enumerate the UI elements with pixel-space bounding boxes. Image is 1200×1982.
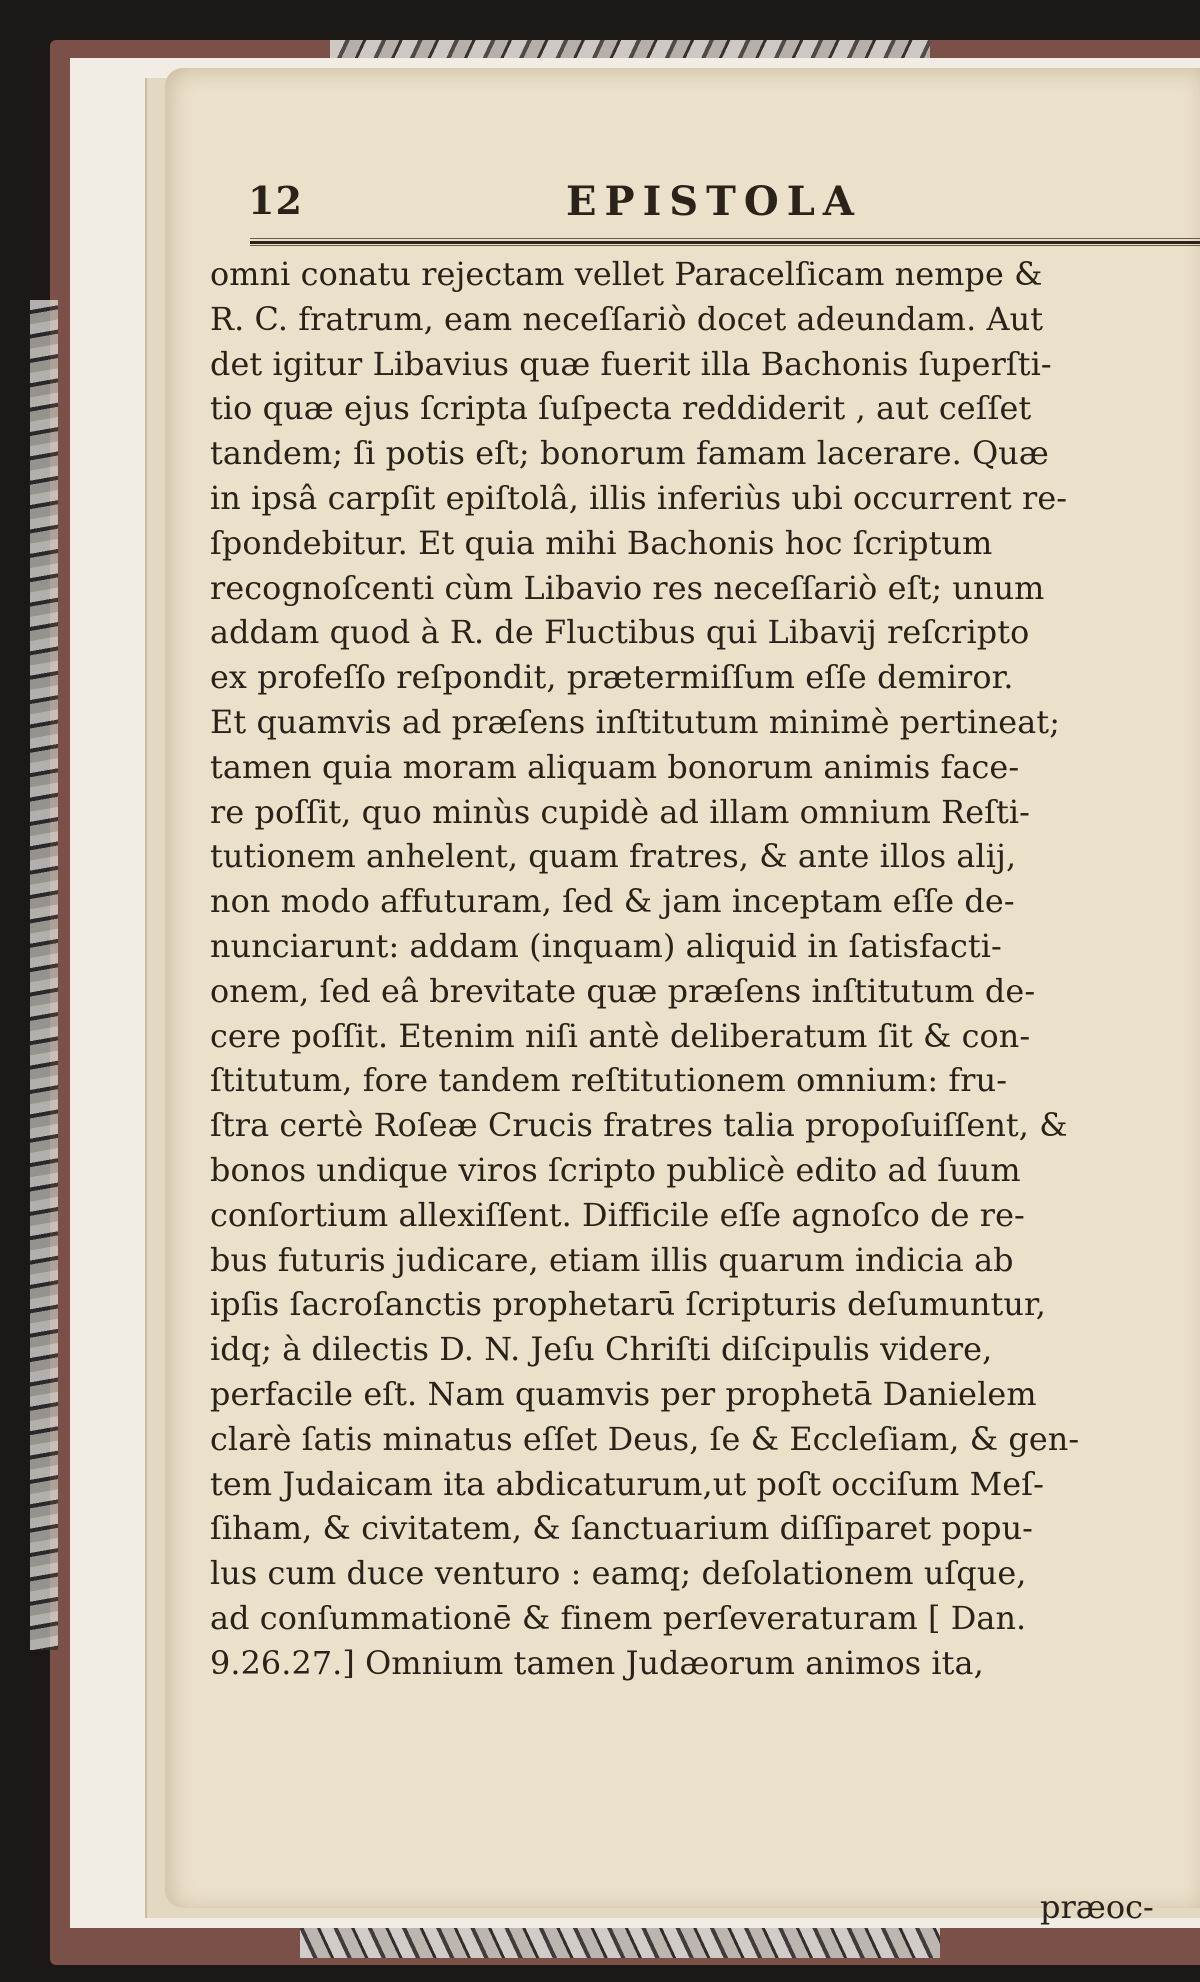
- text-line: conſortium allexiſſent. Difficile eſſe agnoſco de re-: [210, 1195, 1025, 1234]
- page-number: 12: [248, 178, 303, 223]
- running-head: [240, 178, 1200, 228]
- text-line: R. C. fratrum, eam neceſſariò docet adeundam. Aut: [210, 299, 1044, 338]
- text-line: lus cum duce venturo : eamq; deſolationem uſque,: [210, 1554, 1027, 1593]
- text-line: ſtitutum, fore tandem reſtitutionem omnium: fru-: [210, 1061, 1008, 1100]
- text-line: omni conatu rejectam vellet Paracelſicam nempe &: [210, 255, 1043, 293]
- marbled-board-left: [30, 300, 58, 1650]
- text-line: tem Judaicam ita abdicaturum,ut poſt occiſum Meſ-: [210, 1464, 1044, 1503]
- text-line: cere poſſit. Etenim niſi antè deliberatum ſit & con-: [210, 1016, 1031, 1055]
- text-line: idq; à dilectis D. N. Jeſu Chriſti diſcipulis videre,: [210, 1330, 993, 1369]
- text-line: ad conſummationē & finem perſeveraturam [ Dan.: [210, 1598, 1027, 1637]
- text-line: ipſis ſacroſanctis prophetarū ſcripturis deſumuntur,: [210, 1285, 1046, 1324]
- text-line: clarè ſatis minatus eſſet Deus, ſe & Eccleſiam, & gen-: [210, 1419, 1080, 1458]
- text-line: tio quæ ejus ſcripta ſuſpecta reddiderit , aut ceſſet: [210, 389, 1032, 428]
- text-line: 9.26.27.] Omnium tamen Judæorum animos ita,: [210, 1643, 984, 1682]
- header-rule: [250, 238, 1200, 246]
- text-line: addam quod à R. de Fluctibus qui Libavij reſcripto: [210, 613, 1030, 652]
- text-line: bus futuris judicare, etiam illis quarum indicia ab: [210, 1240, 1014, 1279]
- running-title: EPISTOLA: [566, 178, 862, 225]
- text-line: tandem; ſi potis eſt; bonorum famam lacerare. Quæ: [210, 434, 1049, 473]
- text-line: recognoſcenti cùm Libavio res neceſſariò eſt; unum: [210, 568, 1045, 607]
- text-line: re poſſit, quo minùs cupidè ad illam omnium Reſti-: [210, 792, 1031, 831]
- text-line: onem, ſed eâ brevitate quæ præſens inſtitutum de-: [210, 971, 1036, 1010]
- text-line: ſtra certè Roſeæ Crucis fratres talia propoſuiſſent, &: [210, 1106, 1068, 1145]
- text-line: ex profeſſo reſpondit, prætermiſſum eſſe demiror.: [210, 658, 1014, 697]
- text-line: Et quamvis ad præſens inſtitutum minimè pertineat;: [210, 702, 1061, 741]
- catchword: præoc-: [1040, 1888, 1154, 1926]
- body-text: [210, 252, 1200, 1686]
- text-line: nunciarunt: addam (inquam) aliquid in ſatisfacti-: [210, 926, 1002, 965]
- text-line: ſpondebitur. Et quia mihi Bachonis hoc ſcriptum: [210, 523, 993, 562]
- text-line: tamen quia moram aliquam bonorum animis face-: [210, 747, 1020, 786]
- text-line: bonos undique viros ſcripto publicè edito ad ſuum: [210, 1150, 1021, 1189]
- text-line: perfacile eſt. Nam quamvis per prophetā Danielem: [210, 1374, 1037, 1413]
- text-line: non modo affuturam, ſed & jam inceptam eſſe de-: [210, 882, 1015, 921]
- text-line: det igitur Libavius quæ fuerit illa Bachonis ſuperſti-: [210, 344, 1052, 383]
- text-line: tutionem anhelent, quam fratres, & ante illos alij,: [210, 837, 1017, 876]
- text-line: ſiham, & civitatem, & ſanctuarium diſſiparet popu-: [210, 1509, 1034, 1548]
- text-line: in ipsâ carpſit epiſtolâ, illis inferiùs ubi occurrent re-: [210, 478, 1068, 517]
